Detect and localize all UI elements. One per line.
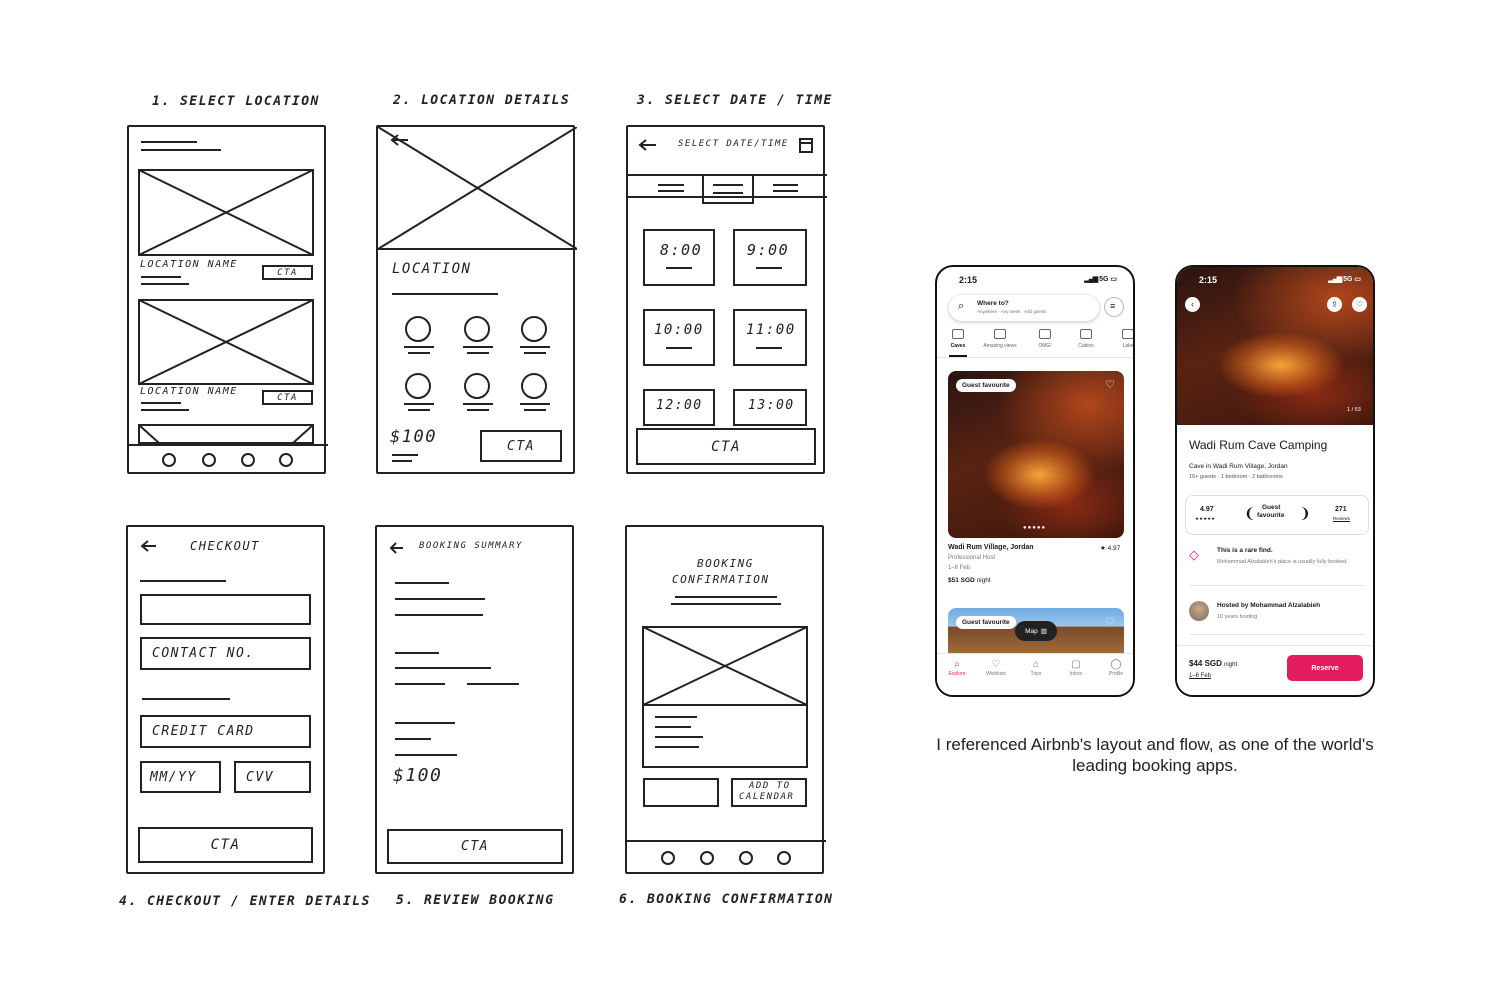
cta-label: CTA <box>507 438 535 454</box>
secondary-button[interactable] <box>643 778 719 807</box>
views-icon <box>994 329 1006 339</box>
wireframe-4-sketch <box>128 527 327 876</box>
divider <box>1189 585 1365 586</box>
omg-icon <box>1039 329 1051 339</box>
reserve-label: Reserve <box>1311 664 1339 672</box>
screen-header-line1: BOOKING <box>697 557 754 570</box>
status-signal: ▂▄▆ 5G ▭ <box>1328 276 1361 283</box>
nav-wishlists[interactable]: ♡ Wishlists <box>981 659 1011 677</box>
wireframe-2-title: 2. LOCATION DETAILS <box>393 93 571 108</box>
nav-inbox[interactable]: ▢ Inbox <box>1061 659 1091 677</box>
wireframe-booking-summary <box>375 525 574 874</box>
map-label: Map <box>1025 627 1038 635</box>
cta-button[interactable] <box>262 390 313 405</box>
listing-hero-photo[interactable] <box>1177 267 1375 425</box>
nav-explore[interactable]: ⌕ Explore <box>942 659 972 677</box>
footer-dates[interactable]: 1–6 Feb <box>1189 673 1212 679</box>
cta-label: CTA <box>711 438 741 455</box>
listing-photo[interactable] <box>948 371 1124 538</box>
rare-find-text: Mohammad Alzalabieh's place is usually fully booked. <box>1217 559 1348 565</box>
photo-counter: 1 / 53 <box>1347 407 1361 413</box>
contact-field[interactable] <box>140 637 311 670</box>
cta-button[interactable] <box>138 827 313 863</box>
status-time: 2:15 <box>1199 275 1218 285</box>
time-slot[interactable]: 8:00 <box>660 241 703 259</box>
map-button[interactable] <box>1015 621 1057 641</box>
guest-favourite-badge: Guest favourite <box>956 379 1016 392</box>
listing-location: Wadi Rum Village, Jordan <box>948 544 1034 551</box>
host-subtitle: 10 years hosting <box>1217 614 1258 620</box>
wireframe-5-caption: 5. REVIEW BOOKING <box>396 893 555 908</box>
price-label: $100 <box>393 765 443 786</box>
carousel-dots: ●●●●● <box>1023 525 1047 531</box>
cvv-field[interactable] <box>234 761 311 793</box>
screen-header: BOOKING SUMMARY <box>419 541 523 551</box>
add-to-calendar-line1: ADD TO <box>749 781 791 791</box>
wireframe-2-sketch <box>378 127 577 476</box>
category-cabins[interactable]: Cabins <box>1067 329 1105 349</box>
guest-favourite-line2: favourite <box>1257 512 1285 519</box>
divider <box>1189 634 1365 635</box>
laurel-right-icon: ❩ <box>1299 505 1311 521</box>
guest-favourite-badge: Guest favourite <box>956 616 1016 629</box>
wireframe-1-title: 1. SELECT LOCATION <box>152 94 320 109</box>
cta-button[interactable] <box>262 265 313 280</box>
expiry-field[interactable] <box>140 761 221 793</box>
wireframe-booking-confirmation <box>625 525 824 874</box>
screen-header-line2: CONFIRMATION <box>672 573 770 586</box>
contact-placeholder: CONTACT NO. <box>152 646 255 661</box>
credit-card-placeholder: CREDIT CARD <box>152 724 255 739</box>
wireframe-3-title: 3. SELECT DATE / TIME <box>637 93 833 108</box>
listing-title: Wadi Rum Cave Camping <box>1189 438 1328 452</box>
location-name-label: LOCATION NAME <box>140 259 238 270</box>
message-icon: ▢ <box>1071 659 1081 670</box>
screen-header: SELECT DATE/TIME <box>678 139 789 149</box>
search-icon: ⌕ <box>954 659 960 670</box>
wireframe-4-caption: 4. CHECKOUT / ENTER DETAILS <box>119 894 371 909</box>
profile-icon: ◯ <box>1110 659 1122 670</box>
cave-icon <box>952 329 964 339</box>
map-icon: ▥ <box>1040 628 1047 635</box>
footer-price: $44 SGD night <box>1189 659 1238 668</box>
category-omg[interactable]: OMG! <box>1026 329 1064 349</box>
listing-details: 16+ guests · 1 bedroom · 2 bathrooms <box>1189 474 1283 480</box>
cta-button[interactable] <box>636 428 816 465</box>
name-field[interactable] <box>140 594 311 625</box>
search-subtitle: Anywhere · Any week · Add guests <box>977 309 1047 314</box>
host-title: Hosted by Mohammad Alzalabieh <box>1217 602 1321 609</box>
filter-button[interactable] <box>1104 297 1124 317</box>
host-avatar[interactable] <box>1189 601 1209 621</box>
wireframe-1-sketch <box>129 127 328 476</box>
rating-stars: ★★★★★ <box>1195 516 1216 521</box>
heart-icon: ♡ <box>1355 300 1364 309</box>
lake-icon <box>1122 329 1134 339</box>
time-slot[interactable]: 12:00 <box>656 398 703 413</box>
chevron-left-icon: ‹ <box>1191 299 1194 309</box>
wireframe-checkout <box>126 525 325 874</box>
rating-card <box>1185 495 1369 535</box>
time-slot[interactable]: 10:00 <box>654 322 704 338</box>
price-label: $100 <box>390 427 437 447</box>
nav-profile[interactable]: ◯ Profile <box>1101 659 1131 677</box>
listing-subtitle: Cave in Wadi Rum Village, Jordan <box>1189 463 1288 470</box>
wireframe-location-details <box>376 125 575 474</box>
airbnb-logo-icon: ⌂ <box>1032 659 1040 670</box>
nav-trips[interactable]: ⌂ Trips <box>1021 659 1051 677</box>
listing-price: $51 SGD night <box>948 577 991 584</box>
location-name-label: LOCATION NAME <box>140 386 238 397</box>
category-divider <box>937 357 1135 358</box>
wireframe-5-sketch <box>377 527 576 876</box>
wireframe-6-caption: 6. BOOKING CONFIRMATION <box>619 892 834 907</box>
share-icon: ⇪ <box>1331 300 1338 309</box>
reference-caption: I referenced Airbnb's layout and flow, as one of the world's leading booking apps. <box>936 735 1374 775</box>
guest-favourite-line1: Guest <box>1262 504 1281 511</box>
time-slot[interactable]: 11:00 <box>746 322 796 338</box>
search-title: Where to? <box>977 300 1009 307</box>
add-to-calendar-button[interactable] <box>731 778 807 807</box>
listing-host: Professional Host <box>948 555 996 561</box>
wireframe-select-location <box>127 125 326 474</box>
filter-icon: ≡ <box>1110 301 1116 311</box>
status-signal: ▂▄▆ 5G ▭ <box>1084 276 1117 283</box>
location-label: LOCATION <box>392 261 472 277</box>
heart-icon: ♡ <box>991 659 1001 670</box>
credit-card-field[interactable] <box>140 715 311 748</box>
diamond-icon: ◇ <box>1189 547 1199 562</box>
cta-button[interactable] <box>480 430 562 462</box>
category-amazing-views[interactable]: Amazing views <box>981 329 1019 349</box>
heart-icon[interactable]: ♡ <box>1105 379 1115 391</box>
status-time: 2:15 <box>959 275 978 285</box>
search-bar[interactable] <box>949 295 1099 321</box>
cta-button[interactable] <box>387 829 563 864</box>
screen-header: CHECKOUT <box>190 539 260 553</box>
category-caves[interactable]: Caves <box>939 329 977 349</box>
cabin-icon <box>1080 329 1092 339</box>
share-button[interactable] <box>1327 297 1342 312</box>
wireframe-select-date-time <box>626 125 825 474</box>
heart-icon[interactable]: ♡ <box>1105 616 1115 628</box>
cta-label: CTA <box>277 392 298 403</box>
laurel-left-icon: ❨ <box>1244 505 1256 521</box>
reviews-link[interactable]: Reviews <box>1333 516 1351 521</box>
cta-label: CTA <box>277 267 298 278</box>
cta-label: CTA <box>210 837 241 853</box>
category-lake[interactable]: Lake <box>1109 329 1135 349</box>
reviews-count: 271 <box>1335 506 1347 513</box>
rare-find-title: This is a rare find. <box>1217 547 1273 554</box>
cvv-placeholder: CVV <box>246 770 274 785</box>
cta-label: CTA <box>461 839 489 854</box>
search-icon: ⌕ <box>958 300 965 312</box>
rating-value: 4.97 <box>1200 506 1214 513</box>
wireframe-3-sketch <box>628 127 827 476</box>
time-slot[interactable]: 9:00 <box>747 241 790 259</box>
airbnb-listing-screen <box>1175 265 1375 697</box>
save-button[interactable] <box>1352 297 1367 312</box>
time-slot[interactable]: 13:00 <box>748 398 795 413</box>
expiry-placeholder: MM/YY <box>150 770 197 785</box>
back-button[interactable] <box>1185 297 1200 312</box>
reserve-button[interactable] <box>1287 655 1363 681</box>
listing-rating: ★ 4.97 <box>1100 545 1121 552</box>
listing-dates: 1–6 Feb <box>948 565 971 571</box>
airbnb-explore-screen <box>935 265 1135 697</box>
add-to-calendar-line2: CALENDAR <box>739 792 795 802</box>
